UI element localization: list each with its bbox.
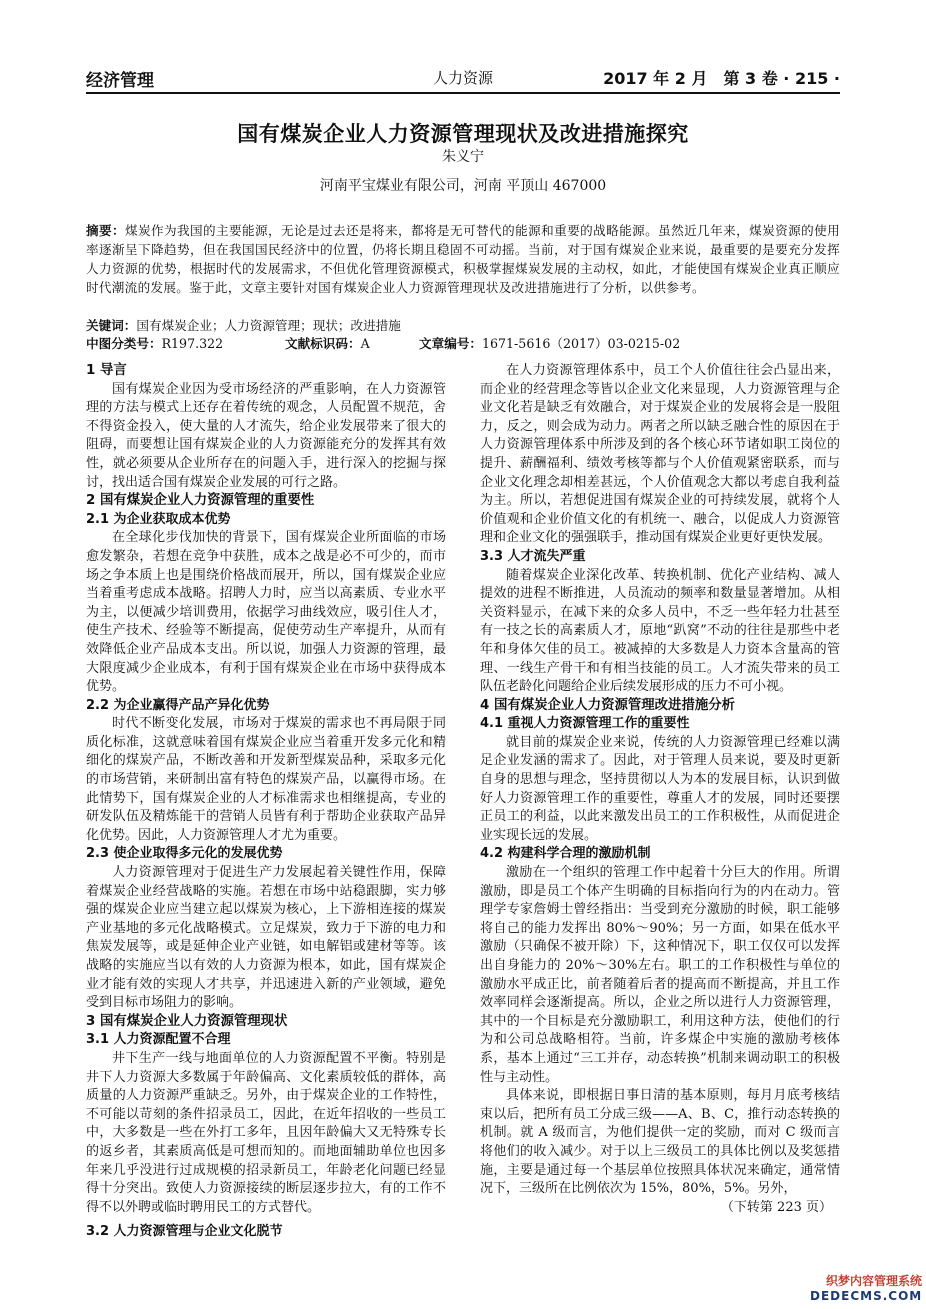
paragraph: 激励在一个组织的管理工作中起着十分巨大的作用。所谓激励，即是员工个体产生明确的目标指向行为的内在动力。管理学专家詹姆士曾经指出：当受到充分激励的时候，职工能够将自己的能力发挥出 80%～90%；另一方面，如果在低水平激励（只确保不被开除）下，这种情况下，职工仅仅可以发挥出自身能力的 20%～30%左右。职工的工作积极性与单位的激励水平成正比，前者随着后者的提高而不断提高，并且工作效率同样会逐渐提高。所以，企业之所以进行人力资源管理，其中的一个目标是充分激励职工，利用这种方法，使他们的行为和公司总战略相符。当前，许多煤企中实施的激励考核体系，基本上通过“三工并存，动态转换”机制来调动职工的积极性与主动性。 [480, 865, 840, 1085]
abstract-label: 摘要： [86, 223, 126, 238]
abstract-text: 煤炭作为我国的主要能源，无论是过去还是将来，都将是无可替代的能源和重要的战略能源。虽然近几年来，煤炭资源的使用率逐渐呈下降趋势，但在我国国民经济中的位置，仍将长期且稳固不可动摇。当前，对于国有煤炭企业来说，最重要的是要充分发挥人力资源的优势，根据时代的发展需求，不但优化管理资源模式，积极掌握煤炭发展的主动权，如此，才能使国有煤炭企业真正顺应时代潮流的发展。鉴于此，文章主要针对国有煤炭企业人力资源管理现状及改进措施进行了分析，以供参考。 [86, 223, 841, 295]
subsection-heading: 4.2 构建科学合理的激励机制 [480, 846, 651, 862]
paragraph: 井下生产一线与地面单位的人力资源配置不平衡。特别是井下人力资源大多数属于年龄偏高、文化素质较低的群体，高质量的人力资源严重缺乏。另外，由于煤炭企业的工作特性，不可能以苛刻的条件招录员工，因此，在近年招收的一些员工中，大多数是一些在外打工多年，且因年龄偏大又无特殊专长的返乡者，其素质高低是可想而知的。而地面辅助单位也因多年来几乎没进行过成规模的招录新员工，年龄老化问题已经显得十分突出。致使人力资源接续的断层逐步拉大，有的工作不得不以外聘或临时聘用民工的方式替代。 [86, 1050, 446, 1215]
continued-note: （下转第 223 页） [720, 1199, 832, 1215]
subsection-heading: 2.3 使企业取得多元化的发展优势 [86, 846, 283, 862]
affiliation: 河南平宝煤业有限公司，河南 平顶山 467000 [319, 178, 607, 194]
subsection-heading: 3.3 人才流失严重 [480, 548, 586, 564]
left-column [86, 362, 446, 1242]
issue-info: 2017 年 2 月 第 3 卷 · 215 · [603, 69, 840, 88]
section-heading: 3 国有煤炭企业人力资源管理现状 [86, 1013, 288, 1029]
keywords-label: 关键词： [86, 318, 137, 333]
clc-label: 中图分类号： [86, 336, 162, 351]
paragraph: 国有煤炭企业因为受市场经济的严重影响，在人力资源管理的方法与模式上还存在着传统的观念，人员配置不规范，舍不得资金投入，使大量的人才流失，给企业发展带来了很大的阻碍，而要想让国有煤炭企业的人力资源能充分的发挥其有效性，就必须要从企业所存在的问题入手，进行深入的挖掘与探讨，找出适合国有煤炭企业发展的可行之路。 [86, 381, 446, 490]
section-heading: 1 导言 [86, 363, 127, 378]
paragraph: 在人力资源管理体系中，员工个人价值往往会凸显出来，而企业的经营理念等皆以企业文化来显现，人力资源管理与企业文化若是缺乏有效融合，对于煤炭企业的发展将会是一股阻力，反之，则会成为动力。两者之所以缺乏融合性的原因在于人力资源管理体系中所涉及到的各个核心环节诸如职工岗位的提升、薪酬福利、绩效考核等都与个人价值观紧密联系，而与企业文化理念却相差甚远，个人价值观念大都以考虑自我利益为主。所以，若想促进国有煤炭企业的可持续发展，就将个人价值观和企业价值文化的有机统一、融合，以促成人力资源管理和企业文化的强强联手，推动国有煤炭企业更好更快发展。 [480, 363, 840, 546]
subsection-heading: 2.1 为企业获取成本优势 [86, 511, 231, 527]
article-number-label: 文章编号： [419, 336, 482, 351]
watermark-line1: 织梦内容管理系统 [825, 1274, 922, 1288]
watermark [810, 1272, 922, 1303]
section-heading: 2 国有煤炭企业人力资源管理的重要性 [86, 493, 315, 509]
subsection-heading: 4.1 重视人力资源管理工作的重要性 [480, 716, 690, 732]
paragraph: 人力资源管理对于促进生产力发展起着关键性作用，保障着煤炭企业经营战略的实施。若想在市场中站稳跟脚，实力够强的煤炭企业应当建立起以煤炭为核心，上下游相连接的煤炭产业基地的多元化战略模式。立足煤炭，致力于下游的电力和焦炭发展等，或是延伸企业产业链，如电解铝或建材等等。该战略的实施应当以有效的人力资源为根本，如此，国有煤炭企业才能有效的实现人才共享，并迅速进入新的产业领域，避免受到目标市场阻力的影响。 [86, 865, 446, 1011]
subsection-heading: 2.2 为企业赢得产品产异化优势 [86, 697, 270, 713]
clc-number: R197.322 [161, 336, 224, 351]
paragraph: 就目前的煤炭企业来说，传统的人力资源管理已经难以满足企业发涵的需求了。因此，对于管理人员来说，要及时更新自身的思想与理念，坚持贯彻以人为本的发展目标，认识到做好人力资源管理工作的重要性，尊重人才的发展，同时还要摆正员工的利益，以此来激发出员工的工作积极性，从而促进企业实现长远的发展。 [480, 734, 840, 843]
section-name: 人力资源 [432, 69, 493, 87]
subsection-heading: 3.1 人力资源配置不合理 [86, 1032, 231, 1048]
right-column [480, 362, 840, 1217]
article-title: 国有煤炭企业人力资源管理现状及改进措施探究 [237, 122, 689, 146]
watermark-line2: DEDECMS.COM [810, 1289, 923, 1303]
classification-line [86, 335, 840, 353]
doc-code-label: 文献标识码： [285, 336, 361, 351]
abstract [86, 221, 840, 297]
running-header [86, 64, 840, 94]
paragraph: 具体来说，即根据日事日清的基本原则，每月月底考核结束以后，把所有员工分成三级——A、B、C，推行动态转换的机制。就 A 级而言，为他们提供一定的奖励，而对 C 级而言将他们的收入减少。对于以上三级员工的具体比例以及奖惩措施，主要是通过每一个基层单位按照具体状况来确定，通常情况下，三级所在比例依次为 15%，80%，5%。另外， [480, 1088, 840, 1197]
subsection-heading: 3.2 人力资源管理与企业文化脱节 [86, 1224, 283, 1240]
author: 朱义宁 [442, 149, 484, 165]
keywords [86, 317, 840, 335]
journal-name: 经济管理 [86, 71, 154, 91]
article-number: 1671-5616（2017）03-0215-02 [482, 336, 681, 351]
section-heading: 4 国有煤炭企业人力资源管理改进措施分析 [480, 697, 736, 713]
doc-code: A [360, 336, 370, 351]
paragraph: 时代不断变化发展，市场对于煤炭的需求也不再局限于同质化标准，这就意味着国有煤炭企业应当着重开发多元化和精细化的煤炭产品，不断改善和开发新型煤炭品种，采取多元化的市场营销，来研制出富有特色的煤炭产品，以赢得市场。在此情势下，国有煤炭企业的人才标准需求也相继提高，专业的研发队伍及精炼能干的营销人员皆有利于帮助企业获取产品异化优势。因此，人力资源管理人才尤为重要。 [86, 716, 446, 843]
keywords-text: 国有煤炭企业；人力资源管理；现状；改进措施 [136, 318, 401, 333]
paragraph: 在全球化步伐加快的背景下，国有煤炭企业所面临的市场愈发繁杂，若想在竞争中获胜，成本之战是必不可少的，而市场之争本质上也是围绕价格战而展开，所以，国有煤炭企业应当着重考虑成本战略。招聘人力时，应当以高素质、专业水平为主，以便减少培训费用，依据学习曲线效应，吸引住人才，使生产技术、经验等不断提高，促使劳动生产率提升，从而有效降低企业产品成本支出。所以说，加强人力资源的管理，最大限度减少企业成本，有利于国有煤炭企业在市场中获得成本优势。 [86, 530, 446, 695]
paragraph: 随着煤炭企业深化改革、转换机制、优化产业结构、减人提效的进程不断推进，人员流动的频率和数量显著增加。从相关资料显示，在减下来的众多人员中，不乏一些年轻力壮甚至有一技之长的高素质人才，原地“趴窝”不动的往往是那些中老年和身体欠佳的员工。被减掉的大多数是人力资本含量高的管理、一线生产骨干和有相当技能的员工。人才流失带来的员工队伍老龄化问题给企业后续发展形成的压力不可小视。 [480, 567, 840, 695]
